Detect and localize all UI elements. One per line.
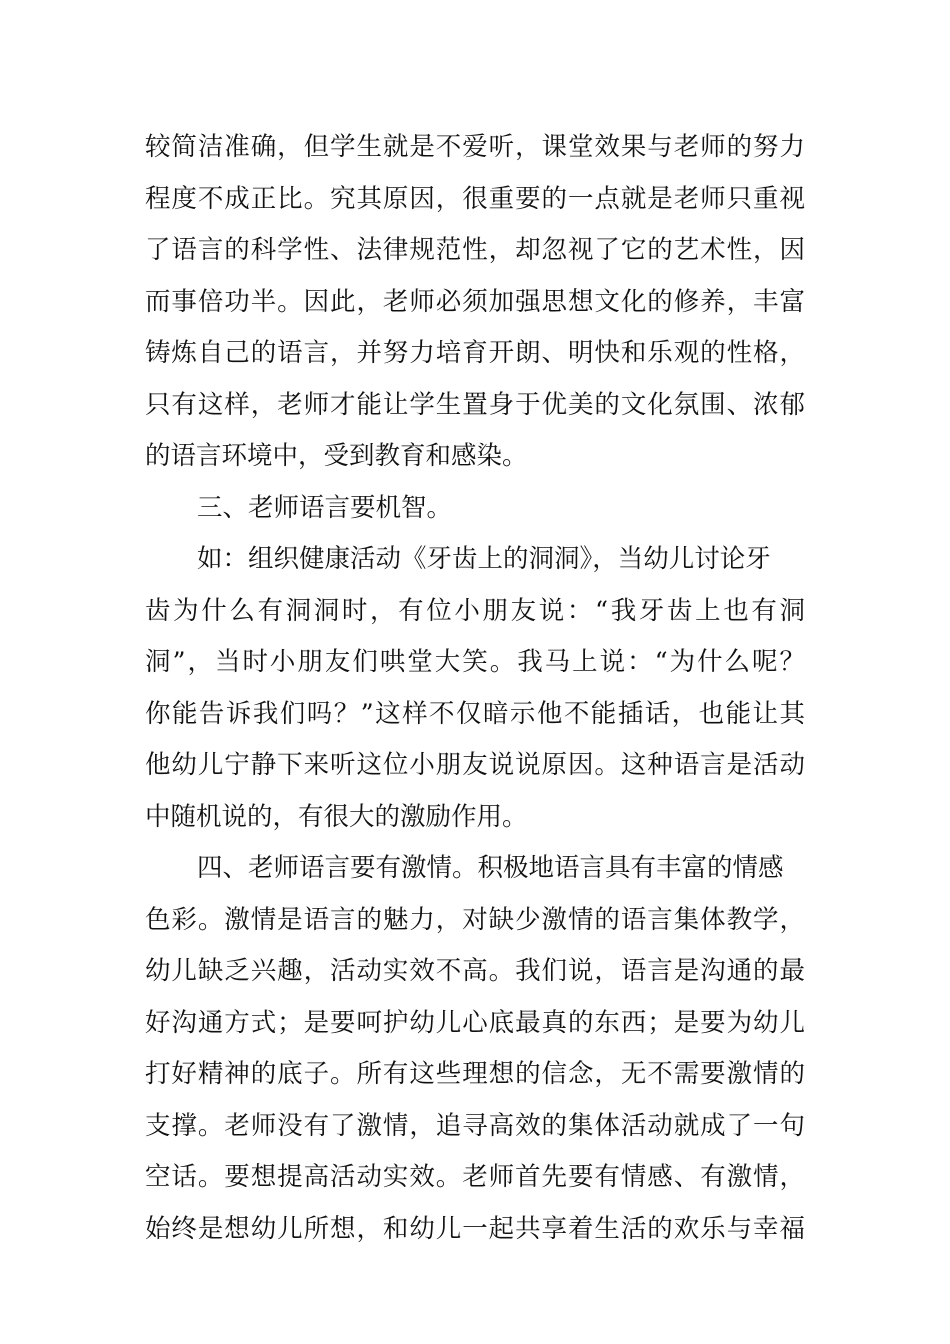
text-line: 空话。要想提高活动实效。老师首先要有情感、有激情， (145, 1162, 805, 1192)
text-line: 色彩。激情是语言的魅力，对缺少激情的语言集体教学， (145, 904, 805, 935)
text-line: 幼儿缺乏兴趣，活动实效不高。我们说，语言是沟通的最 (145, 956, 805, 986)
text-line: 了语言的科学性、法律规范性，却忽视了它的艺术性，因 (145, 235, 805, 265)
text-line: 只有这样，老师才能让学生置身于优美的文化氛围、浓郁 (145, 389, 805, 420)
text-line: 齿为什么有洞洞时，有位小朋友说：“我牙齿上也有洞 (145, 595, 805, 626)
text-line: 好沟通方式；是要呵护幼儿心底最真的东西；是要为幼儿 (145, 1007, 805, 1038)
paragraph-start-line: 如：组织健康活动《牙齿上的洞洞》，当幼儿讨论牙 (197, 544, 771, 574)
text-line: 铸炼自己的语言，并努力培育开朗、明快和乐观的性格， (145, 338, 805, 368)
text-line: 始终是想幼儿所想，和幼儿一起共享着生活的欢乐与幸福 (145, 1213, 805, 1244)
section-heading: 三、老师语言要机智。 (197, 492, 453, 523)
text-line: 程度不成正比。究其原因，很重要的一点就是老师只重视 (145, 183, 805, 214)
text-line: 你能告诉我们吗？”这样不仅暗示他不能插话，也能让其 (145, 698, 805, 729)
text-line: 较简洁准确，但学生就是不爱听，课堂效果与老师的努力 (145, 132, 805, 162)
text-line: 打好精神的底子。所有这些理想的信念，无不需要激情的 (145, 1059, 805, 1089)
text-line: 支撑。老师没有了激情，追寻高效的集体活动就成了一句 (145, 1110, 805, 1141)
text-line: 的语言环境中，受到教育和感染。 (145, 441, 528, 471)
text-line: 洞”，当时小朋友们哄堂大笑。我马上说：“为什么呢？ (145, 647, 805, 677)
body-text (145, 122, 805, 1255)
text-line: 而事倍功半。因此，老师必须加强思想文化的修养，丰富 (145, 286, 805, 317)
text-line: 他幼儿宁静下来听这位小朋友说说原因。这种语言是活动 (145, 750, 805, 780)
paragraph-start-line: 四、老师语言要有激情。积极地语言具有丰富的情感 (197, 853, 784, 883)
text-line: 中随机说的，有很大的激励作用。 (145, 801, 528, 832)
